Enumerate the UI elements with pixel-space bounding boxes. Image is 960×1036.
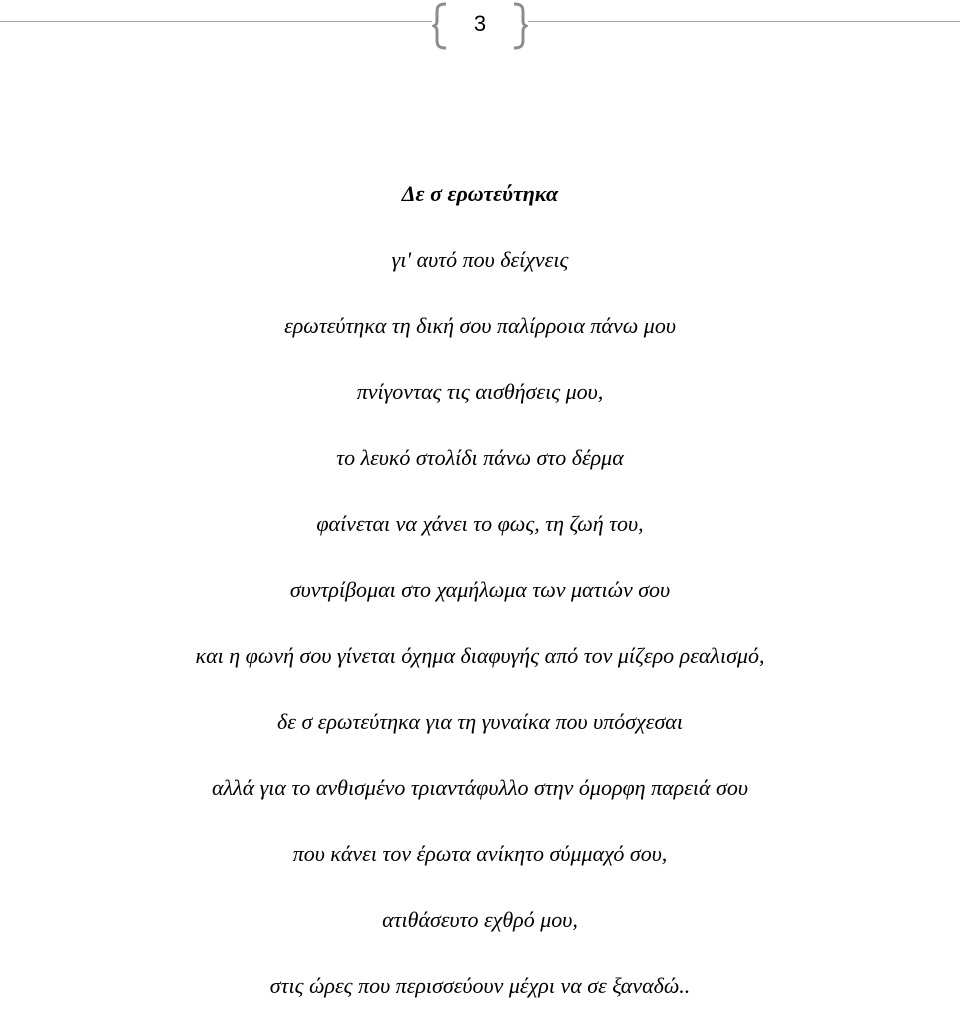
poem-line: αλλά για το ανθισμένο τριαντάφυλλο στην όμορφη παρειά σου xyxy=(211,775,748,800)
page-header xyxy=(0,0,960,60)
header-rule-left xyxy=(0,21,432,22)
poem-line: ατιθάσευτο εχθρό μου, xyxy=(382,907,578,932)
poem-line: πνίγοντας τις αισθήσεις μου, xyxy=(356,379,604,404)
header-rule-right xyxy=(528,21,960,22)
poem-title: Δε σ ερωτεύτηκα xyxy=(401,181,559,206)
left-bracket-icon xyxy=(432,2,450,50)
poem-line: συντρίβομαι στο χαμήλωμα των ματιών σου xyxy=(289,577,671,602)
right-bracket-icon xyxy=(510,2,528,50)
poem-line: γι' αυτό που δείχνεις xyxy=(391,247,569,272)
poem-line: στις ώρες που περισσεύουν μέχρι να σε ξαναδώ.. xyxy=(269,973,691,998)
poem-line: που κάνει τον έρωτα ανίκητο σύμμαχό σου, xyxy=(292,841,668,866)
poem-line: το λευκό στολίδι πάνω στο δέρμα xyxy=(336,445,624,470)
poem-line: δε σ ερωτεύτηκα για τη γυναίκα που υπόσχεσαι xyxy=(277,709,683,734)
poem-line: φαίνεται να χάνει το φως, τη ζωή του, xyxy=(316,511,644,536)
poem-line: ερωτεύτηκα τη δική σου παλίρροια πάνω μου xyxy=(284,313,676,338)
poem xyxy=(0,178,960,1036)
poem-line: και η φωνή σου γίνεται όχημα διαφυγής από τον μίζερο ρεαλισμό, xyxy=(195,643,765,668)
page-number: 3 xyxy=(473,11,487,36)
